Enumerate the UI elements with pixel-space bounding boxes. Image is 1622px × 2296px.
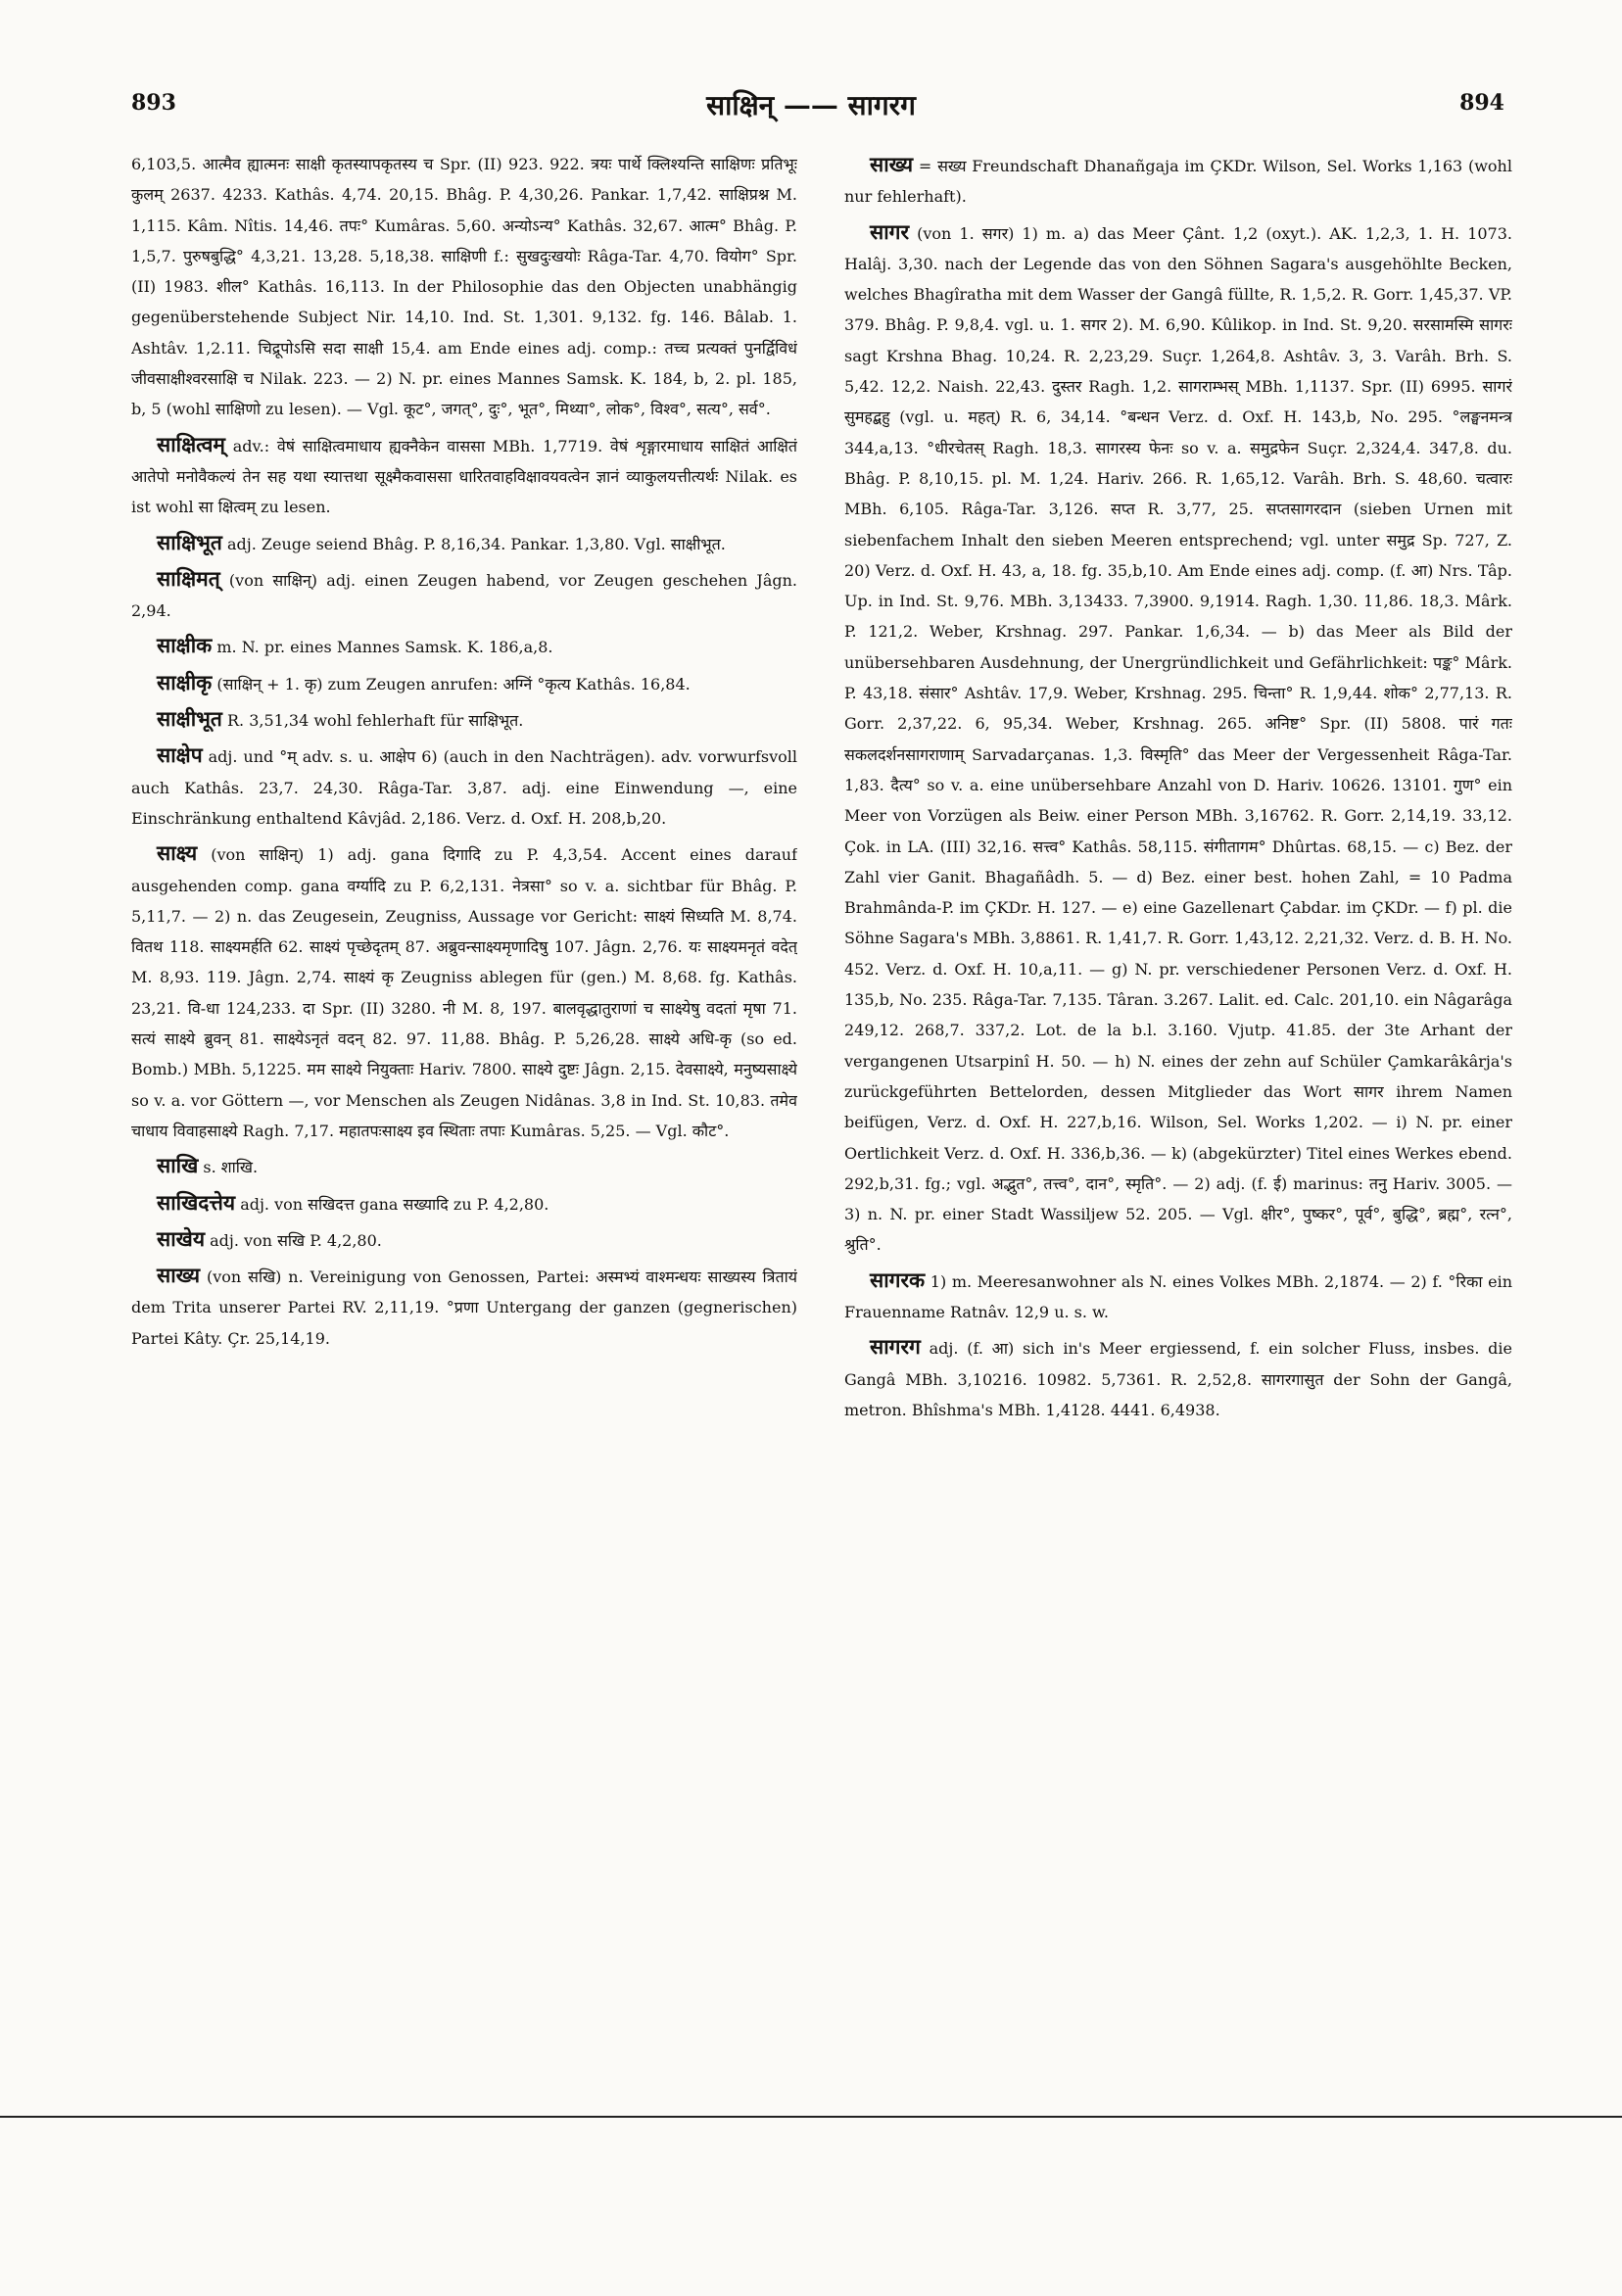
entry-headword: साख्य	[870, 152, 914, 176]
dictionary-entry	[131, 740, 797, 834]
entry-text: (von साक्षिन्) adj. einen Zeugen habend, vor Zeugen geschehen Jâgn. 2,94.	[131, 570, 797, 621]
entry-headword: साक्षेप	[157, 742, 203, 768]
dictionary-entry	[844, 216, 1512, 1261]
entry-headword: साक्षिमत्	[157, 565, 220, 591]
entry-text: (von 1. सगर) 1) m. a) das Meer Çânt. 1,2 (oxyt.). AK. 1,2,3, 1. H. 1073. Halâj. 3,30. nach der Legende das von den Söhnen Sagara's ausgehöhlte Becken, welches Bhagîratha mit dem Wasser der Gangâ füllte, R. 1,5,2. R. Gorr. 1,45,37. VP. 379. Bhâg. P. 9,8,4. vgl. u. 1. सगर 2). M. 6,90. Kûlikop. in Ind. St. 9,20. सरसामस्मि सागरः sagt Krshna Bhag. 10,24. R. 2,23,29. Suçr. 1,264,8. Ashtâv. 3, 3. Varâh. Brh. S. 5,42. 12,2. Naish. 22,43. दुस्तर Ragh. 1,2. सागराम्भस् MBh. 1,1137. Spr. (II) 6995. सागरं सुमहद्बहु (vgl. u. महत्) R. 6, 34,14. °बन्धन Verz. d. Oxf. H. 143,b, No. 295. °लङ्घनमन्त्र 344,a,13. °धीरचेतस् Ragh. 18,3. सागरस्य फेनः so v. a. समुद्रफेन Suçr. 2,324,4. 347,8. du. Bhâg. P. 8,10,15. pl. M. 1,24. Hariv. 266. R. 1,65,12. Varâh. Brh. S. 48,60. चत्वारः MBh. 6,105. Râga-Tar. 3,126. सप्त R. 3,77, 25. सप्तसागरदान (sieben Urnen mit siebenfachem Inhalt den sieben Meeren entsprechend; vgl. unter समुद्र Sp. 727, Z. 20) Verz. d. Oxf. H. 43, a, 18. fg. 35,b,10. Am Ende eines adj. comp. (f. आ) Nrs. Tâp. Up. in Ind. St. 9,76. MBh. 3,13433. 7,3900. 9,1914. Ragh. 1,30. 11,86. 18,3. Mârk. P. 121,2. Weber, Krshnag. 297. Pankar. 1,6,34. — b) das Meer als Bild der unübersehbaren Ausdehnung, der Unergründlichkeit und Gefährlichkeit: पङ्क° Mârk. P. 43,18. संसार° Ashtâv. 17,9. Weber, Krshnag. 295. चिन्ता° R. 1,9,44. शोक° 2,77,13. R. Gorr. 2,37,22. 6, 95,34. Weber, Krshnag. 265. अनिष्ट° Spr. (II) 5808. पारं गतः सकलदर्शनसागराणाम् Sarvadarçanas. 1,3. विस्मृति° das Meer der Vergessenheit Râga-Tar. 1,83. दैत्य° so v. a. eine unübersehbare Anzahl von D. Hariv. 10626. 13101. गुण° ein Meer von Vorzügen als Beiw. einer Person MBh. 3,16762. R. Gorr. 2,14,19. 33,12. Çok. in LA. (III) 32,16. सत्त्व° Kathâs. 58,115. संगीतागम° Dhûrtas. 68,15. — c) Bez. der Zahl vier Ganit. Bhagañâdh. 5. — d) Bez. einer best. hohen Zahl, = 10 Padma Brahmânda-P. im ÇKDr. H. 127. — e) eine Gazellenart Çabdar. im ÇKDr. — f) pl. die Söhne Sagara's MBh. 3,8861. R. 1,41,7. R. Gorr. 1,43,12. 2,21,32. Verz. d. B. H. No. 452. Verz. d. Oxf. H. 10,a,11. — g) N. pr. verschiedener Personen Verz. d. Oxf. H. 135,b, No. 235. Râga-Tar. 7,135. Târan. 3.267. Lalit. ed. Calc. 201,10. ein Nâgarâga 249,12. 268,7. 337,2. Lot. de la b.l. 3.160. Vjutp. 41.85. der 3te Arhant der vergangenen Utsarpinî H. 50. — h) N. eines der zehn auf Schüler Çamkarâkârja's zurückgeführten Bettelorden, dessen Mitglieder das Wort सागर ihrem Namen beifügen, Verz. d. Oxf. H. 227,b,16. Wilson, Sel. Works 1,202. — i) N. pr. einer Oertlichkeit Verz. d. Oxf. H. 336,b,36. — k) (abgekürzter) Titel eines Werkes ebend. 292,b,31. fg.; vgl. अद्भुत°, तत्त्व°, दान°, स्मृति°. — 2) adj. (f. ई) marinus: तनु Hariv. 3005. — 3) n. N. pr. einer Stadt Wassiljew 52. 205. — Vgl. क्षीर°, पुष्कर°, पूर्व°, बुद्धि°, ब्रह्म°, रत्न°, श्रुति°.	[844, 223, 1512, 1255]
entry-text: adj. Zeuge seiend Bhâg. P. 8,16,34. Pankar. 1,3,80. Vgl. साक्षीभूत.	[226, 534, 726, 553]
entry-headword: साक्षीकृ	[157, 669, 213, 694]
left-page-number: 893	[131, 90, 176, 116]
entry-headword: साखेय	[157, 1225, 205, 1251]
entry-text: adj. von सखि P. 4,2,80.	[210, 1230, 382, 1250]
dictionary-entry	[131, 837, 797, 1146]
entry-headword: साखि	[157, 1153, 199, 1178]
page-header	[118, 90, 1504, 129]
dictionary-entry	[131, 429, 797, 523]
right-column	[844, 149, 1512, 2030]
footer-rule	[0, 2116, 1622, 2118]
entry-headword: साख्य	[157, 1263, 201, 1288]
dictionary-entry	[844, 149, 1512, 213]
right-page-number: 894	[1459, 90, 1504, 116]
entry-text: m. N. pr. eines Mannes Samsk. K. 186,a,8.	[216, 638, 553, 657]
entry-text: R. 3,51,34 wohl fehlerhaft für साक्षिभूत.	[226, 711, 524, 731]
dictionary-entry	[131, 1260, 797, 1354]
entry-headword: साखिदत्तेय	[157, 1189, 236, 1215]
entry-text: (von सखि) n. Vereinigung von Genossen, Partei: अस्मभ्यं वाश्मन्धयः साख्यस्य त्रितायं dem Trita unserer Partei RV. 2,11,19. °प्रणा Untergang der ganzen (gegnerischen) Partei Kâty. Çr. 25,14,19.	[131, 1268, 797, 1348]
dictionary-entry	[131, 630, 797, 662]
dictionary-entry	[131, 1223, 797, 1256]
dictionary-entry	[131, 149, 797, 425]
entry-text: (साक्षिन् + 1. कृ) zum Zeugen anrufen: अग्निं °कृत्य Kathâs. 16,84.	[216, 674, 691, 694]
entry-headword: सागर	[870, 218, 910, 244]
entry-headword: साक्षीक	[157, 633, 213, 658]
entry-text: s. शाखि.	[203, 1158, 259, 1177]
entry-text: adj. (f. आ) sich in's Meer ergiessend, f. ein solcher Fluss, insbes. die Gangâ MBh. 3,10216. 10982. 5,7361. R. 2,52,8. सागरगासुत der Sohn der Gangâ, metron. Bhîshma's MBh. 1,4128. 4441. 6,4938.	[844, 1339, 1512, 1419]
entry-text: adj. und °म् adv. s. u. आक्षेप 6) (auch in den Nachträgen). adv. vorwurfsvoll auch Kathâs. 23,7. 24,30. Râga-Tar. 3,87. adj. eine Einwendung —, eine Einschränkung enthaltend Kâvjâd. 2,186. Verz. d. Oxf. H. 208,b,20.	[131, 747, 797, 828]
dictionary-entry	[131, 667, 797, 699]
entry-text: (von साक्षिन्) 1) adj. gana दिगादि zu P. 4,3,54. Accent eines darauf ausgehenden comp. gana वर्ग्यादि zu P. 6,2,131. नेत्रसा° so v. a. sichtbar für Bhâg. P. 5,11,7. — 2) n. das Zeugesein, Zeugniss, Aussage vor Gericht: साक्ष्यं सिध्यति M. 8,74. वितथ 118. साक्ष्यमर्हति 62. साक्ष्यं पृच्छेदृतम् 87. अब्रुवन्साक्ष्यमृणादिषु 107. Jâgn. 2,76. यः साक्ष्यमनृतं वदेत् M. 8,93. 119. Jâgn. 2,74. साक्ष्यं कृ Zeugniss ablegen für (gen.) M. 8,68. fg. Kathâs. 23,21. वि-धा 124,233. दा Spr. (II) 3280. नी M. 8, 197. बालवृद्धातुराणां च साक्ष्येषु वदतां मृषा 71. सत्यं साक्ष्ये ब्रुवन् 81. साक्ष्येऽनृतं वदन् 82. 97. 11,88. Bhâg. P. 5,26,28. साक्ष्ये अधि-कृ (so ed. Bomb.) MBh. 5,1225. मम साक्ष्ये नियुक्ताः Hariv. 7800. साक्ष्ये दुष्टः Jâgn. 2,15. देवसाक्ष्ये, मनुष्यसाक्ष्ये so v. a. vor Göttern —, vor Menschen als Zeugen Nidânas. 3,8 in Ind. St. 10,83. तमेव चाधाय विवाहसाक्ष्ये Ragh. 7,17. महातपःसाक्ष्य इव स्थिताः तपाः Kumâras. 5,25. — Vgl. कौट°.	[131, 845, 797, 1140]
entry-headword: साक्षीभूत	[157, 706, 222, 732]
entry-headword: सागरग	[870, 1334, 921, 1360]
dictionary-entry	[131, 527, 797, 559]
running-title: साक्षिन् —— सागरग	[706, 89, 916, 121]
left-column	[131, 149, 797, 2030]
dictionary-entry	[131, 1187, 797, 1220]
entry-text: = सख्य Freundschaft Dhanañgaja im ÇKDr. Wilson, Sel. Works 1,163 (wohl nur fehlerhaft).	[844, 157, 1512, 207]
entry-text: 6,103,5. आत्मैव ह्यात्मनः साक्षी कृतस्यापकृतस्य च Spr. (II) 923. 922. त्रयः पार्थे क्लिश्यन्ति साक्षिणः प्रतिभूः कुलम् 2637. 4233. Kathâs. 4,74. 20,15. Bhâg. P. 4,30,26. Pankar. 1,7,42. साक्षिप्रश्न M. 1,115. Kâm. Nîtis. 14,46. तपः° Kumâras. 5,60. अन्योऽन्य° Kathâs. 32,67. आत्म° Bhâg. P. 1,5,7. पुरुषबुद्धि° 4,3,21. 13,28. 5,18,38. साक्षिणी f.: सुखदुःखयोः Râga-Tar. 4,70. वियोग° Spr. (II) 1983. शील° Kathâs. 16,113. In der Philosophie das den Objecten unabhängig gegenüberstehende Subject Nir. 14,10. Ind. St. 1,301. 9,132. fg. 146. Bâlab. 1. Ashtâv. 1,2.11. चिद्रूपोऽसि सदा साक्षी 15,4. am Ende eines adj. comp.: तच्च प्रत्यक्तं पुनर्द्विविधं जीवसाक्षीश्वरसाक्षि च Nilak. 223. — 2) N. pr. eines Mannes Samsk. K. 184, b, 2. pl. 185, b, 5 (wohl साक्षिणो zu lesen). — Vgl. कूट°, जगत्°, दुः°, भूत°, मिथ्या°, लोक°, विश्व°, सत्य°, सर्व°.	[131, 155, 797, 419]
entry-headword: सागरक	[870, 1267, 926, 1292]
dictionary-entry	[844, 1265, 1512, 1328]
dictionary-entry	[844, 1331, 1512, 1425]
entry-headword: साक्षित्वम्	[157, 431, 225, 456]
entry-text: 1) m. Meeresanwohner als N. eines Volkes MBh. 2,1874. — 2) f. °रिका ein Frauenname Ratnâv. 12,9 u. s. w.	[844, 1271, 1512, 1321]
entry-text: adv.: वेषं साक्षित्वमाधाय ह्यक्नैकेन वाससा MBh. 1,7719. वेषं शृङ्गारमाधाय साक्षितं आक्षितं आतेपो मनोवैकल्यं तेन सह यथा स्यात्तथा सूक्ष्मैकवाससा धारितवाहविक्षावयवत्वेन ज्ञानं व्याकुलयत्तीत्यर्थः Nilak. es ist wohl सा क्षित्वम् zu lesen.	[131, 436, 797, 517]
dictionary-entry	[131, 703, 797, 736]
entry-headword: साक्षिभूत	[157, 529, 222, 554]
entry-text: adj. von सखिदत्त gana सख्यादि zu P. 4,2,80.	[240, 1194, 549, 1214]
dictionary-entry	[131, 1150, 797, 1182]
dictionary-entry	[131, 563, 797, 627]
entry-headword: साक्ष्य	[157, 840, 198, 866]
